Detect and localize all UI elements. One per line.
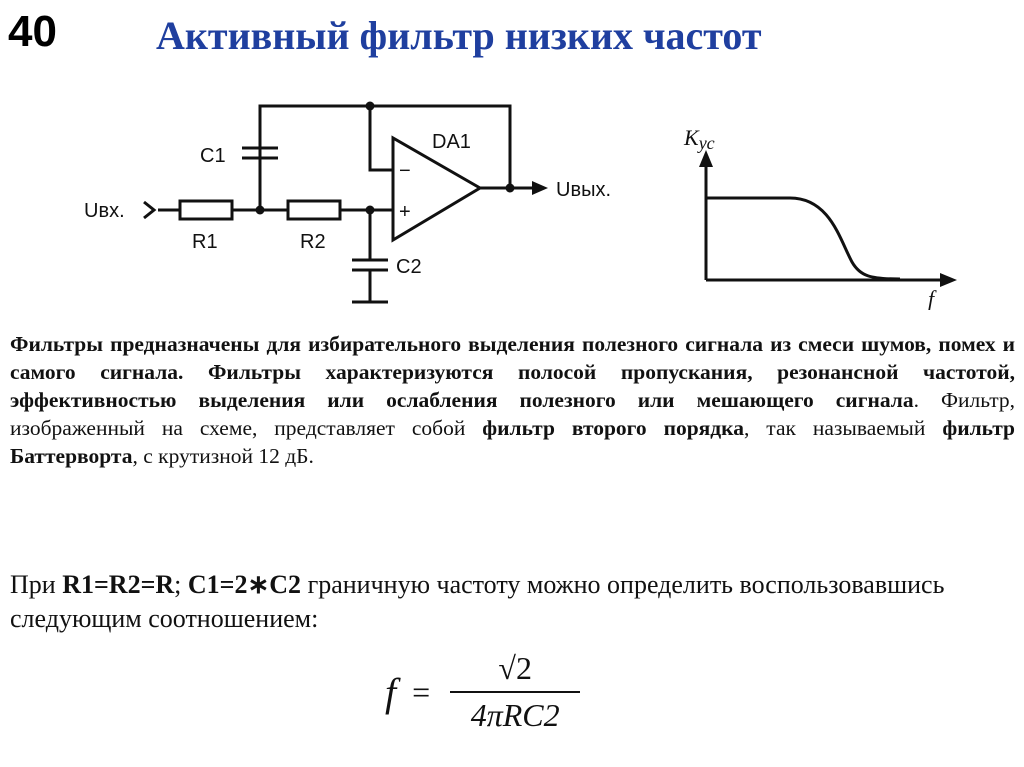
feedback-wire xyxy=(260,106,510,210)
formula-numerator: √2 xyxy=(498,650,532,686)
description-bold-3: фильтр второго порядка xyxy=(482,416,744,440)
slide-title: Активный фильтр низких частот xyxy=(156,13,762,58)
formula-denominator: 4πRC2 xyxy=(470,697,560,733)
description-text-6: , с крутизной 12 дБ. xyxy=(132,444,314,468)
circuit-diagram xyxy=(70,90,630,320)
y-axis-label-main: K xyxy=(684,125,699,150)
minus-sign: − xyxy=(399,160,411,182)
output-label: Uвых. xyxy=(556,179,611,201)
r1-label: R1 xyxy=(192,231,218,253)
condition-paragraph xyxy=(10,568,1015,636)
response-curve xyxy=(706,198,900,279)
cutoff-formula xyxy=(385,650,580,734)
junction-dot xyxy=(256,206,265,215)
junction-dot xyxy=(506,184,515,193)
op-amp xyxy=(393,138,480,240)
condition-text-3: ; xyxy=(174,570,188,599)
junction-dot xyxy=(366,102,375,111)
description-paragraph xyxy=(10,330,1015,470)
c2-label: C2 xyxy=(396,256,422,278)
r2-resistor xyxy=(288,201,340,219)
frequency-response xyxy=(670,120,970,310)
x-axis-label: f xyxy=(928,286,935,310)
condition-text-5: граничную частоту можно определить воспользовавшись следующим соотношением: xyxy=(10,570,945,633)
junction-dot xyxy=(366,206,375,215)
condition-text-1: При xyxy=(10,570,63,599)
minus-feedback-wire xyxy=(370,106,393,170)
output-arrow xyxy=(532,181,548,195)
c1-label: C1 xyxy=(200,145,226,167)
formula-lhs: f xyxy=(385,669,397,715)
x-axis-arrow xyxy=(940,273,957,287)
op-amp-label: DA1 xyxy=(432,131,471,153)
y-axis-label xyxy=(683,125,715,153)
description-bold-1: Фильтры предназначены для избирательного выделения полезного сигнала из смеси шумов, помех и самого сигнала. Фильтры характеризуются полосой пропускания, резонансной частотой, эффективностью выделения или ослабления полезного или мешающего сигнала xyxy=(10,332,1015,412)
y-axis-label-sub: ус xyxy=(698,133,715,153)
description-text-4: , так называемый xyxy=(744,416,943,440)
slide-number: 40 xyxy=(8,7,57,56)
formula-fraction xyxy=(450,650,580,734)
plus-sign: + xyxy=(399,201,411,223)
input-label: Uвх. xyxy=(84,200,125,222)
condition-bold-4: C1=2∗C2 xyxy=(187,570,302,599)
formula-equals: = xyxy=(412,673,431,710)
r1-resistor xyxy=(180,201,232,219)
description-text-2: . Фильтр, изображенный на схеме, представляет собой xyxy=(10,388,1015,440)
input-arrow xyxy=(144,202,154,218)
r2-label: R2 xyxy=(300,231,326,253)
condition-bold-2: R1=R2=R xyxy=(62,570,175,599)
description-bold-5: фильтр Баттерворта xyxy=(10,416,1015,468)
